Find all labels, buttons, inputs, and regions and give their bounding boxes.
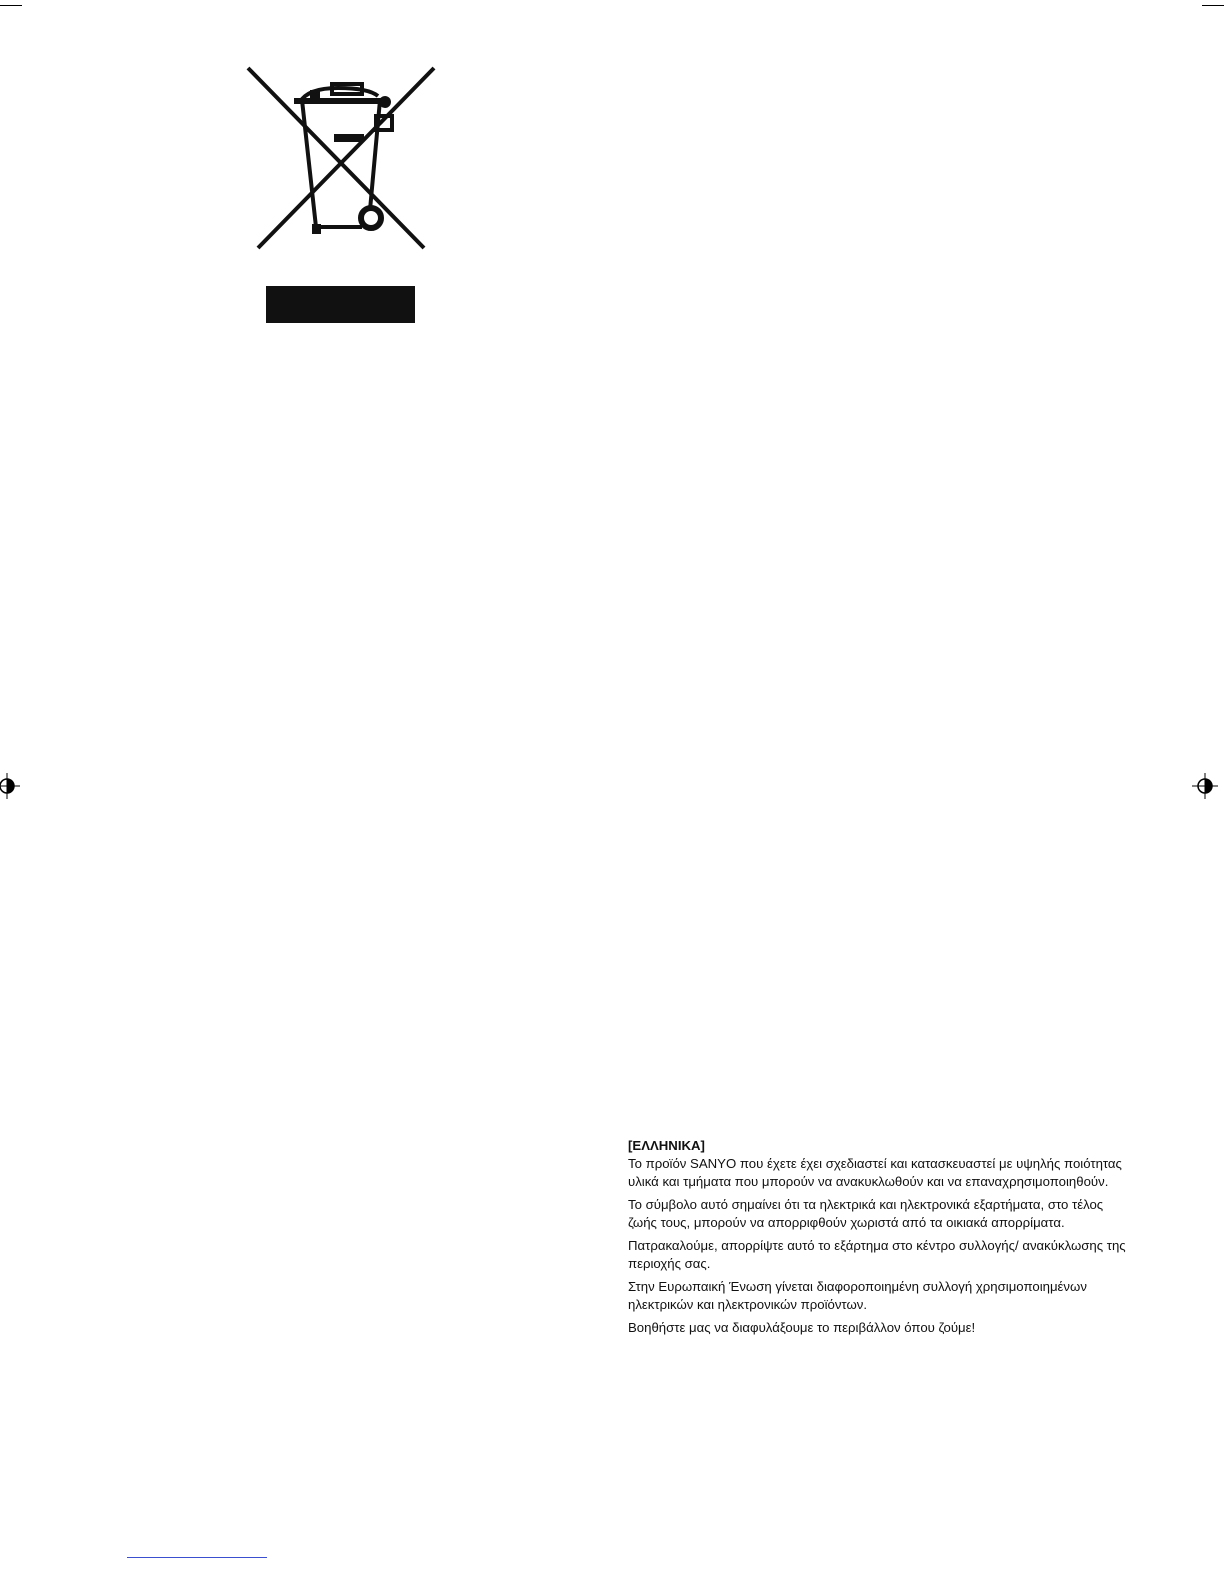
paragraph: Στην Ευρωπαική Ένωση γίνεται διαφοροποιημένη συλλογή χρησιμοποιημένων ηλεκτρικών και ηλεκτρονικών προϊόντων. — [628, 1279, 1087, 1312]
registration-mark-right-icon — [1192, 773, 1218, 799]
greek-weee-notice — [628, 1137, 1128, 1342]
paragraph: Βοηθήστε μας να διαφυλάξουμε το περιβάλλον όπου ζούμε! — [628, 1320, 976, 1335]
paragraph: Το σύμβολο αυτό σημαίνει ότι τα ηλεκτρικά και ηλεκτρονικά εξαρτήματα, στο τέλος ζωής τους, μπορούν να απορριφθούν χωριστά από τα οικιακά απορρίματα. — [628, 1197, 1104, 1230]
registration-mark-left-icon — [0, 773, 20, 799]
paragraph: Πατρακαλούμε, απορρίψτε αυτό το εξάρτημα στο κέντρο συλλογής/ ανακύκλωσης της περιοχής σας. — [628, 1238, 1126, 1271]
black-bar-symbol — [266, 286, 415, 323]
footer-rule — [127, 1557, 267, 1558]
section-heading: [ΕΛΛΗΝΙΚΑ] — [628, 1138, 705, 1153]
paragraph: Το προϊόν SANYO που έχετε έχει σχεδιαστεί και κατασκευαστεί με υψηλής ποιότητας υλικά και τμήματα που μπορούν να ανακυκλωθούν και να επαναχρησιμοποιηθούν. — [628, 1156, 1122, 1189]
crop-mark-top-right — [1202, 5, 1224, 6]
crop-mark-top-left — [0, 5, 22, 6]
crossed-out-wheelie-bin-icon — [238, 62, 444, 254]
